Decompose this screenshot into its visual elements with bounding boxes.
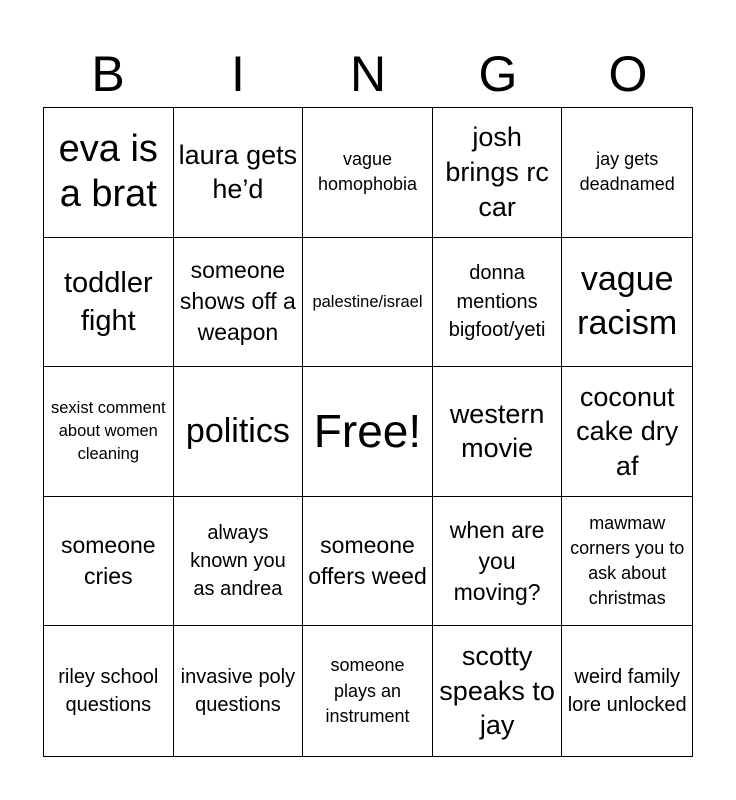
bingo-cell[interactable] <box>44 238 174 368</box>
bingo-cell[interactable] <box>433 238 563 368</box>
bingo-cell[interactable] <box>562 367 692 497</box>
bingo-cell[interactable] <box>303 238 433 368</box>
bingo-cell-text: vague racism <box>577 260 678 342</box>
bingo-cell-text: toddler fight <box>63 266 153 337</box>
bingo-cell-text: weird family lore unlocked <box>567 665 687 717</box>
bingo-cell-text: someone plays an instrument <box>325 655 410 726</box>
bingo-cell-text: someone offers weed <box>308 532 427 590</box>
bingo-cell[interactable] <box>303 108 433 238</box>
bingo-cell[interactable] <box>44 626 174 756</box>
bingo-cell-text: when are you moving? <box>449 516 545 605</box>
bingo-cell[interactable] <box>303 497 433 627</box>
bingo-cell[interactable] <box>562 108 692 238</box>
bingo-cell-text: donna mentions bigfoot/yeti <box>448 262 546 342</box>
bingo-cell-text: eva is a brat <box>58 127 158 216</box>
bingo-cell[interactable] <box>303 626 433 756</box>
bingo-cell[interactable] <box>174 367 304 497</box>
free-space-text: Free! <box>313 405 422 458</box>
bingo-cell[interactable] <box>562 497 692 627</box>
bingo-cell-text: riley school questions <box>58 665 159 717</box>
bingo-cell[interactable] <box>433 367 563 497</box>
bingo-cell[interactable] <box>44 497 174 627</box>
bingo-cell[interactable] <box>562 238 692 368</box>
header-letter-i: I <box>231 46 245 102</box>
bingo-cell[interactable] <box>174 238 304 368</box>
free-space-cell[interactable] <box>303 367 433 497</box>
bingo-cell[interactable] <box>433 497 563 627</box>
header-letter-g: G <box>478 46 518 102</box>
bingo-cell-text: palestine/israel <box>312 292 423 311</box>
bingo-cell[interactable] <box>433 626 563 756</box>
bingo-card-grid <box>43 107 693 757</box>
bingo-cell[interactable] <box>174 626 304 756</box>
bingo-cell-text: politics <box>185 411 290 450</box>
bingo-cell-text: always known you as andrea <box>190 521 286 601</box>
header-letter-b: B <box>91 46 125 102</box>
bingo-cell-text: laura gets he’d <box>178 139 298 205</box>
header-letter-n: N <box>349 46 387 102</box>
bingo-cell[interactable] <box>44 367 174 497</box>
bingo-cell-text: scotty speaks to jay <box>439 641 555 741</box>
bingo-cell-text: someone shows off a weapon <box>179 257 296 346</box>
header-letter-o: O <box>608 46 648 102</box>
bingo-cell[interactable] <box>44 108 174 238</box>
bingo-cell-text: sexist comment about women cleaning <box>50 399 166 463</box>
bingo-cell-text: coconut cake dry af <box>576 381 679 481</box>
bingo-header <box>43 40 693 108</box>
bingo-cell-text: vague homophobia <box>317 149 418 195</box>
bingo-cell-text: josh brings rc car <box>445 122 549 222</box>
bingo-cell-text: invasive poly questions <box>180 665 296 717</box>
bingo-cell[interactable] <box>433 108 563 238</box>
bingo-cell-text: western movie <box>449 398 545 464</box>
bingo-cell-text: jay gets deadnamed <box>579 149 675 195</box>
bingo-cell[interactable] <box>174 497 304 627</box>
bingo-cell[interactable] <box>174 108 304 238</box>
bingo-cell[interactable] <box>562 626 692 756</box>
bingo-cell-text: mawmaw corners you to ask about christmas <box>570 512 685 609</box>
bingo-cell-text: someone cries <box>60 532 156 590</box>
